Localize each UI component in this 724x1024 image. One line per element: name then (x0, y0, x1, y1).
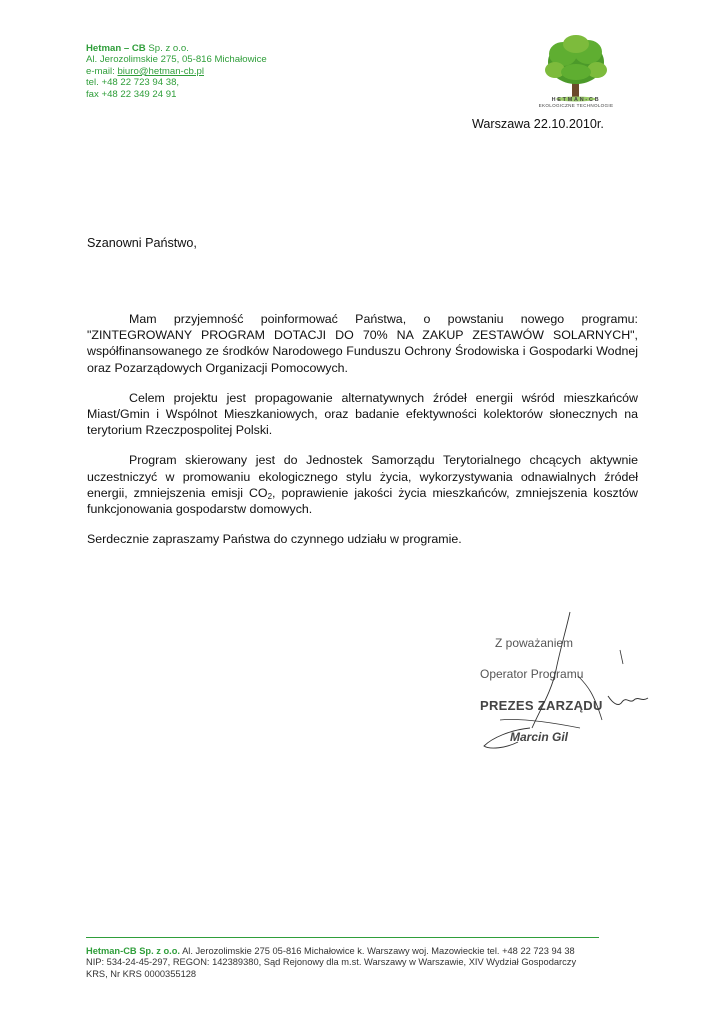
footer-address: Al. Jerozolimskie 275 05-816 Michałowice k. Warszawy woj. Mazowieckie tel. +48 22 723 94 38 (182, 946, 575, 956)
company-email-line (86, 66, 267, 77)
footer-line-2: NIP: 534-24-45-297, REGON: 142389380, Sąd Rejonowy dla m.st. Warszawy w Warszawie, XIV Wydział Gospodarczy (86, 957, 577, 968)
footer-divider (86, 937, 599, 938)
paragraph-2: Celem projektu jest propagowanie alternatywnych źródeł energii wśród mieszkańców Miast/Gmin i Wspólnot Mieszkaniowych, oraz badanie efektywności kolektorów słonecznych na terytorium Rzeczpospolitej Polski. (87, 390, 638, 438)
handwritten-signature-icon (470, 610, 670, 760)
salutation: Szanowni Państwo, (87, 236, 197, 250)
company-address: Al. Jerozolimskie 275, 05-816 Michałowice (86, 54, 267, 66)
letter-footer (86, 946, 606, 980)
signatory-name: Marcin Gil (510, 730, 569, 744)
company-header (86, 43, 267, 100)
signature-stamp (470, 610, 670, 760)
logo-caption (533, 98, 619, 109)
co2-subscript: 2 (267, 491, 273, 501)
footer-company: Hetman-CB Sp. z o.o. (86, 946, 181, 956)
company-phone: tel. +48 22 723 94 38, (86, 77, 180, 89)
company-name-line (86, 43, 267, 54)
paragraph-3-end: , poprawienie jakości życia mieszkańców, zmniejszenia kosztów funkcjonowania gospodarstw domowych. (87, 485, 639, 517)
paragraph-3-start: Program skierowany jest do Jednostek Samorządu Terytorialnego chcących aktywnie uczestniczyć w promowaniu ekologicznego stylu życia, wykorzystywania odnawialnych źródeł energii, zmniejszenia emisji CO (87, 453, 638, 500)
paragraph-1: Mam przyjemność poinformować Państwa, o powstaniu nowego programu: "ZINTEGROWANY PROGRAM DOTACJI DO 70% NA ZAKUP ZESTAWÓW SOLARNYCH", współfinansowanego ze środków Narodowego Funduszu Ochrony Środowiska i Gospodarki Wodnej oraz Pozarządowych Organizacji Pomocowych. (87, 312, 638, 375)
closing-text: Z poważaniem (495, 636, 574, 650)
footer-line-1 (86, 946, 606, 957)
company-name: Hetman – CB (86, 43, 146, 54)
footer-line-3: KRS, Nr KRS 0000355128 (86, 968, 197, 979)
email-link[interactable]: biuro@hetman-cb.pl (117, 65, 204, 77)
logo-tagline: EKOLOGICZNE TECHNOLOGIE (538, 103, 614, 109)
letter-body (87, 311, 638, 561)
company-fax: fax +48 22 349 24 91 (86, 88, 177, 100)
logo-brand: HETMAN-CB (551, 97, 601, 103)
email-label: e-mail: (86, 65, 115, 77)
signatory-role: Operator Programu (480, 667, 584, 681)
letter-date: Warszawa 22.10.2010r. (472, 117, 604, 131)
signatory-title: PREZES ZARZĄDU (480, 698, 603, 713)
paragraph-3 (87, 452, 638, 517)
company-suffix: Sp. z o.o. (148, 43, 189, 54)
paragraph-4: Serdecznie zapraszamy Państwa do czynnego udziału w programie. (87, 532, 462, 547)
